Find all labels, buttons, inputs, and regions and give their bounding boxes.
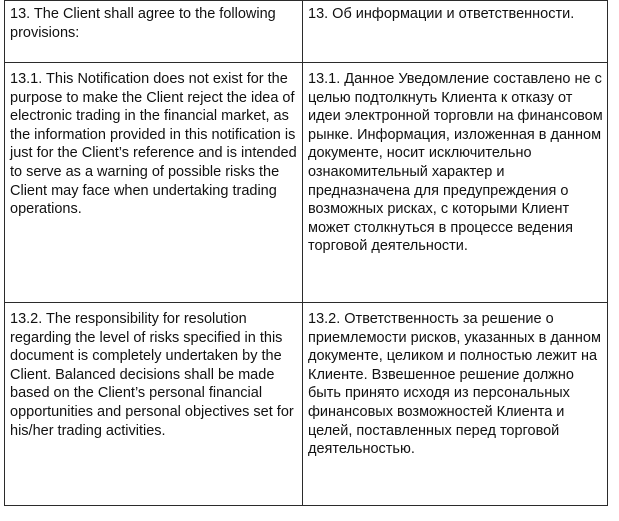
english-cell xyxy=(5,1,303,63)
bilingual-provisions-table xyxy=(4,0,608,506)
table-row xyxy=(5,1,608,63)
english-cell xyxy=(5,303,303,506)
russian-cell xyxy=(303,63,608,303)
table-row xyxy=(5,63,608,303)
russian-cell xyxy=(303,1,608,63)
table-row xyxy=(5,303,608,506)
clause-13-2-en: 13.2. The responsibility for resolution regarding the level of risks specified in this document is completely undertaken by the Client. Balanced decisions shall be made based on the Client’s personal financial opportunities and personal objectives set for his/her trading activities. xyxy=(10,311,294,439)
english-cell xyxy=(5,63,303,303)
section-13-heading-ru: 13. Об информации и ответственности. xyxy=(308,6,575,22)
section-13-heading-en: 13. The Client shall agree to the following provisions: xyxy=(10,6,276,41)
clause-13-1-ru: 13.1. Данное Уведомление составлено не с целью подтолкнуть Клиента к отказу от идеи электронной торговли на финансовом рынке. Информация, изложенная в данном документе, носит исключительно ознакомительный характер и предназначена для предупреждения о возможных рисках, с которыми Клиент может столкнуться в процессе ведения торговой деятельности. xyxy=(308,71,603,255)
russian-cell xyxy=(303,303,608,506)
clause-13-2-ru: 13.2. Ответственность за решение о приемлемости рисков, указанных в данном документе, целиком и полностью лежит на Клиенте. Взвешенное решение должно быть принято исходя из персональных финансовых возможностей Клиента и целей, поставленных перед торговой деятельностью. xyxy=(308,311,601,458)
clause-13-1-en: 13.1. This Notification does not exist for the purpose to make the Client reject the idea of electronic trading in the financial market, as the information provided in this notification is just for the Client’s reference and is intended to serve as a warning of possible risks the Client may face when undertaking trading operations. xyxy=(10,71,297,218)
